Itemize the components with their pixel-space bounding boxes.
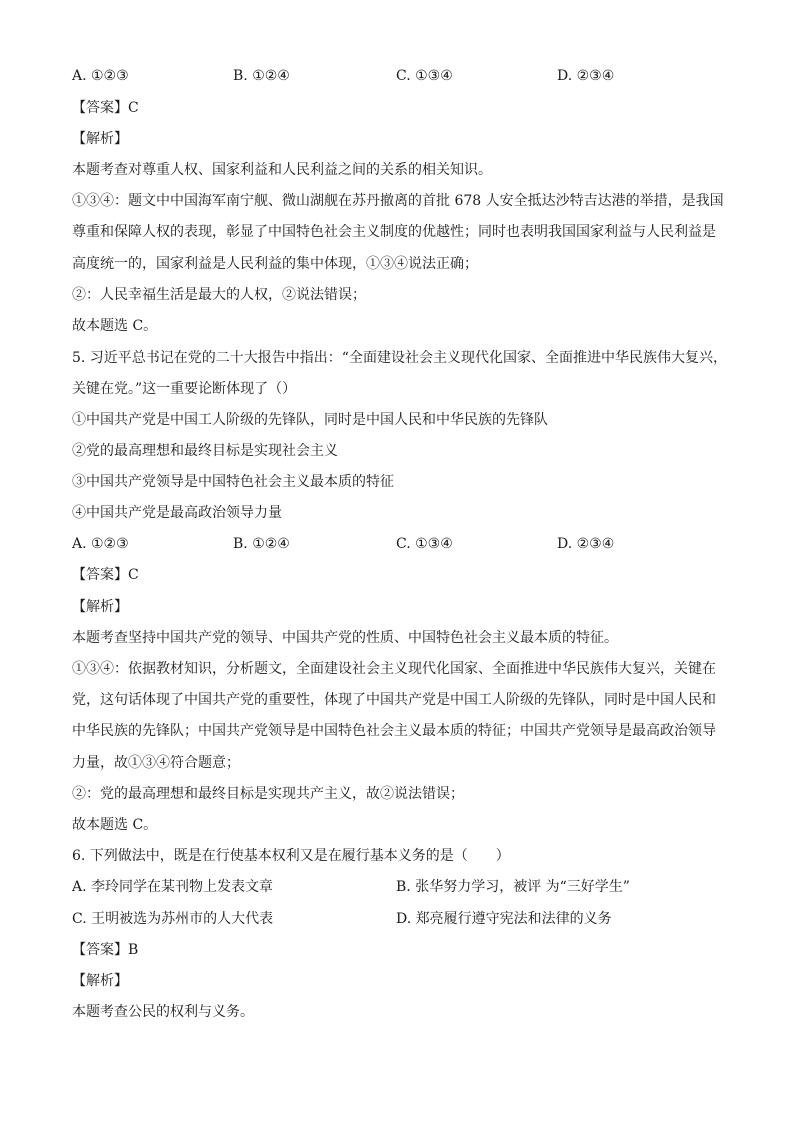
q5-stem: 5. 习近平总书记在党的二十大报告中指出：“全面建设社会主义现代化国家、全面推进中华民族伟大复兴， bbox=[72, 350, 727, 366]
q5-option-c: C. ①③④ bbox=[396, 536, 453, 552]
q5-option-d: D. ②③④ bbox=[557, 536, 615, 552]
q6-analysis-line: 本题考查公民的权利与义务。 bbox=[72, 1004, 254, 1020]
q4-analysis-line: 尊重和保障人权的表现，彰显了中国特色社会主义制度的优越性；同时也表明我国国家利益与人民利益是 bbox=[72, 224, 716, 240]
q5-option-b: B. ①②④ bbox=[233, 536, 290, 552]
q4-option-a: A. ①②③ bbox=[72, 68, 129, 84]
q5-analysis-line: 中华民族的先锋队；中国共产党领导是中国特色社会主义最本质的特征；中国共产党领导是最高政治领导 bbox=[72, 723, 716, 739]
q6-stem: 6. 下列做法中，既是在行使基本权利又是在履行基本义务的是（ ） bbox=[72, 848, 510, 864]
q4-analysis-line: ②：人民幸福生活是最大的人权，②说法错误； bbox=[72, 287, 366, 303]
q5-stem: 关键在党。”这一重要论断体现了（） bbox=[72, 381, 297, 397]
q5-answer: 【答案】C bbox=[72, 567, 139, 583]
q6-answer: 【答案】B bbox=[72, 942, 139, 958]
q5-statement: ④中国共产党是最高政治领导力量 bbox=[72, 505, 282, 521]
q4-analysis-line: 本题考查对尊重人权、国家利益和人民利益之间的关系的相关知识。 bbox=[72, 162, 492, 178]
q5-statement: ③中国共产党领导是中国特色社会主义最本质的特征 bbox=[72, 474, 394, 490]
q5-analysis-line: ①③④：依据教材知识，分析题文，全面建设社会主义现代化国家、全面推进中华民族伟大复兴，关键在 bbox=[72, 661, 716, 677]
q5-analysis-line: ②：党的最高理想和最终目标是实现共产主义，故②说法错误； bbox=[72, 786, 464, 802]
q6-option-d: D. 郑亮履行遵守宪法和法律的义务 bbox=[396, 911, 612, 927]
q5-statement: ①中国共产党是中国工人阶级的先锋队，同时是中国人民和中华民族的先锋队 bbox=[72, 412, 548, 428]
q5-analysis-line: 本题考查坚持中国共产党的领导、中国共产党的性质、中国特色社会主义最本质的特征。 bbox=[72, 630, 618, 646]
q4-analysis-line: 高度统一的，国家利益是人民利益的集中体现，①③④说法正确； bbox=[72, 256, 478, 272]
q4-analysis-line: 故本题选 C。 bbox=[72, 318, 158, 334]
q5-analysis-line: 力量，故①③④符合题意； bbox=[72, 755, 240, 771]
q5-analysis-title: 【解析】 bbox=[72, 599, 128, 615]
q4-option-d: D. ②③④ bbox=[557, 68, 615, 84]
q4-option-c: C. ①③④ bbox=[396, 68, 453, 84]
q6-analysis-title: 【解析】 bbox=[72, 973, 128, 989]
q5-option-a: A. ①②③ bbox=[72, 536, 129, 552]
q4-analysis-title: 【解析】 bbox=[72, 131, 128, 147]
q5-statement: ②党的最高理想和最终目标是实现社会主义 bbox=[72, 443, 338, 459]
q4-answer: 【答案】C bbox=[72, 100, 139, 116]
q5-analysis-line: 党，这句话体现了中国共产党的重要性，体现了中国共产党是中国工人阶级的先锋队，同时是中国人民和 bbox=[72, 692, 716, 708]
q6-option-a: A. 李玲同学在某刊物上发表文章 bbox=[72, 879, 274, 895]
q4-analysis-line: ①③④：题文中中国海军南宁舰、微山湖舰在苏丹撤离的首批 678 人安全抵达沙特吉达港的举措，是我国 bbox=[72, 193, 724, 209]
q5-analysis-line: 故本题选 C。 bbox=[72, 817, 158, 833]
q6-option-c: C. 王明被选为苏州市的人大代表 bbox=[72, 911, 274, 927]
q4-option-b: B. ①②④ bbox=[233, 68, 290, 84]
q6-option-b: B. 张华努力学习，被评 为“三好学生” bbox=[396, 879, 630, 895]
